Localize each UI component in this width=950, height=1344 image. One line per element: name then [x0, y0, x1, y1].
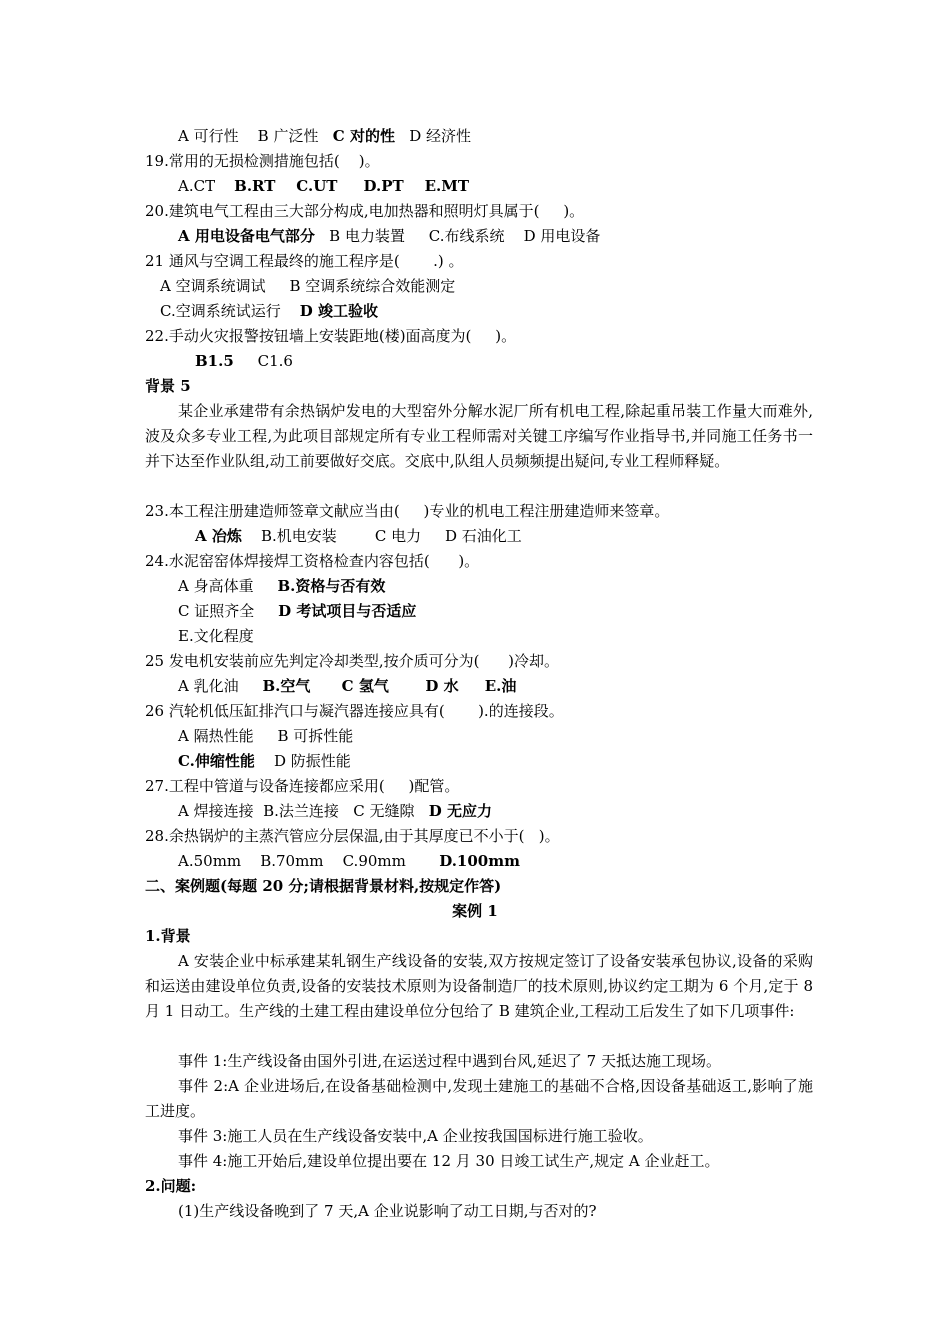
text-line — [178, 851, 520, 871]
text-line — [145, 926, 191, 946]
text-line — [178, 1051, 721, 1071]
text-segment: 22.手动火灾报警按钮墙上安装距地(楼)面高度为( )。 — [145, 327, 517, 345]
text-segment: C1.6 — [233, 352, 293, 370]
text-segment: A.50mm B.70mm C.90mm — [178, 852, 440, 870]
text-line — [145, 376, 191, 396]
text-segment: 23.本工程注册建造师签章文献应当由( )专业的机电工程注册建造师来签章。 — [145, 502, 670, 520]
text-line — [145, 201, 584, 221]
text-segment: A 焊接连接 B.法兰连接 C 无缝隙 — [178, 802, 429, 820]
text-segment: 24.水泥窑窑体焊接焊工资格检查内容包括( )。 — [145, 552, 480, 570]
text-segment: D 防振性能 — [254, 752, 351, 770]
text-line — [145, 826, 560, 846]
text-segment: 事件 1:生产线设备由国外引进,在运送过程中遇到台风,延迟了 7 天抵达施工现场。 — [178, 1052, 721, 1070]
text-segment: 1.背景 — [145, 927, 191, 945]
text-line — [145, 1176, 196, 1196]
text-line — [145, 876, 501, 896]
text-segment: 27.工程中管道与设备连接都应采用( )配管。 — [145, 777, 460, 795]
text-segment: C.伸缩性能 — [178, 752, 255, 770]
text-segment: 背景 5 — [145, 377, 191, 395]
text-line — [145, 501, 669, 521]
text-segment: A 乳化油 — [178, 677, 263, 695]
text-segment: D 考试项目与否适应 — [278, 602, 417, 620]
text-segment: E.文化程度 — [178, 627, 254, 645]
text-line — [178, 801, 492, 821]
text-segment: A.CT — [178, 177, 235, 195]
text-segment: B.资格与否有效 — [277, 577, 386, 595]
text-line — [178, 226, 600, 246]
text-segment: A 用电设备电气部分 — [178, 227, 315, 245]
text-segment: 26 汽轮机低压缸排汽口与凝汽器连接应具有( ).的连接段。 — [145, 702, 564, 720]
text-line — [178, 126, 471, 146]
text-line — [160, 276, 455, 296]
text-line — [145, 251, 463, 271]
body-paragraph: 事件 2:A 企业进场后,在设备基础检测中,发现土建施工的基础不合格,因设备基础返工,影响了施工进度。 — [145, 1077, 813, 1120]
text-line — [145, 551, 479, 571]
text-segment: 事件 3:施工人员在生产线设备安装中,A 企业按我国国标进行施工验收。 — [178, 1127, 653, 1145]
text-segment: A 空调系统调试 B 空调系统综合效能测定 — [160, 277, 456, 295]
text-line — [178, 726, 353, 746]
text-segment: 事件 4:施工开始后,建设单位提出要在 12 月 30 日竣工试生产,规定 A 企业赶工。 — [178, 1152, 720, 1170]
text-segment: D 经济性 — [394, 127, 472, 145]
text-line — [145, 701, 564, 721]
text-line — [145, 651, 559, 671]
text-line — [0, 901, 950, 921]
text-segment: A 可行性 B 广泛性 — [178, 127, 333, 145]
text-segment: 19.常用的无损检测措施包括( )。 — [145, 152, 380, 170]
text-line — [195, 526, 522, 546]
text-line — [160, 301, 378, 321]
text-segment: C.空调系统试运行 — [160, 302, 300, 320]
text-line — [195, 351, 293, 371]
text-segment: D 无应力 — [428, 802, 493, 820]
text-segment: C 证照齐全 — [178, 602, 279, 620]
text-segment: 25 发电机安装前应先判定冷却类型,按介质可分为( )冷却。 — [145, 652, 559, 670]
text-segment: D.100mm — [439, 852, 520, 870]
text-segment: A 身高体重 — [178, 577, 278, 595]
text-segment: 2.问题: — [145, 1177, 197, 1195]
text-segment: 案例 1 — [452, 902, 498, 920]
text-line — [178, 676, 516, 696]
text-segment: 28.余热锅炉的主蒸汽管应分层保温,由于其厚度已不小于( )。 — [145, 827, 560, 845]
text-line — [145, 326, 516, 346]
text-segment: B.RT C.UT D.PT E.MT — [234, 177, 470, 195]
text-line — [145, 776, 459, 796]
text-line — [178, 1201, 597, 1221]
text-line — [178, 1126, 653, 1146]
text-line — [178, 176, 469, 196]
text-segment: D 竣工验收 — [299, 302, 379, 320]
text-line — [178, 576, 385, 596]
text-segment: B.空气 C 氢气 D 水 E.油 — [262, 677, 517, 695]
text-segment: B 电力装置 C.布线系统 D 用电设备 — [314, 227, 601, 245]
text-line — [178, 626, 254, 646]
text-segment: B.机电安装 C 电力 D 石油化工 — [241, 527, 522, 545]
body-paragraph: A 安装企业中标承建某轧钢生产线设备的安装,双方按规定签订了设备安装承包协议,设备的采购和运送由建设单位负责,设备的安装技术原则为设备制造厂的技术原则,协议约定工期为 6 个月,定于 8 月 1 日动工。生产线的土建工程由建设单位分包给了 B 建筑企业,工程动工后发生了如下几项事件: — [145, 952, 813, 1020]
text-line — [145, 151, 380, 171]
text-segment: (1)生产线设备晚到了 7 天,A 企业说影响了动工日期,与否对的? — [178, 1202, 597, 1220]
text-segment: 二、案例题(每题 20 分;请根据背景材料,按规定作答) — [145, 877, 502, 895]
text-line — [178, 601, 416, 621]
text-segment: A 隔热性能 B 可拆性能 — [178, 727, 354, 745]
text-line — [178, 751, 351, 771]
text-segment: 21 通风与空调工程最终的施工程序是( .) 。 — [145, 252, 464, 270]
text-segment: A 冶炼 — [195, 527, 242, 545]
text-segment: 20.建筑电气工程由三大部分构成,电加热器和照明灯具属于( )。 — [145, 202, 585, 220]
text-segment: C 对的性 — [332, 127, 395, 145]
text-segment: B1.5 — [195, 352, 234, 370]
text-line — [178, 1151, 720, 1171]
body-paragraph: 某企业承建带有余热锅炉发电的大型窑外分解水泥厂所有机电工程,除起重吊装工作量大而难外,波及众多专业工程,为此项目部规定所有专业工程师需对关键工序编写作业指导书,并同施工任务书一并下达至作业队组,动工前要做好交底。交底中,队组人员频频提出疑问,专业工程师释疑。 — [145, 402, 813, 470]
